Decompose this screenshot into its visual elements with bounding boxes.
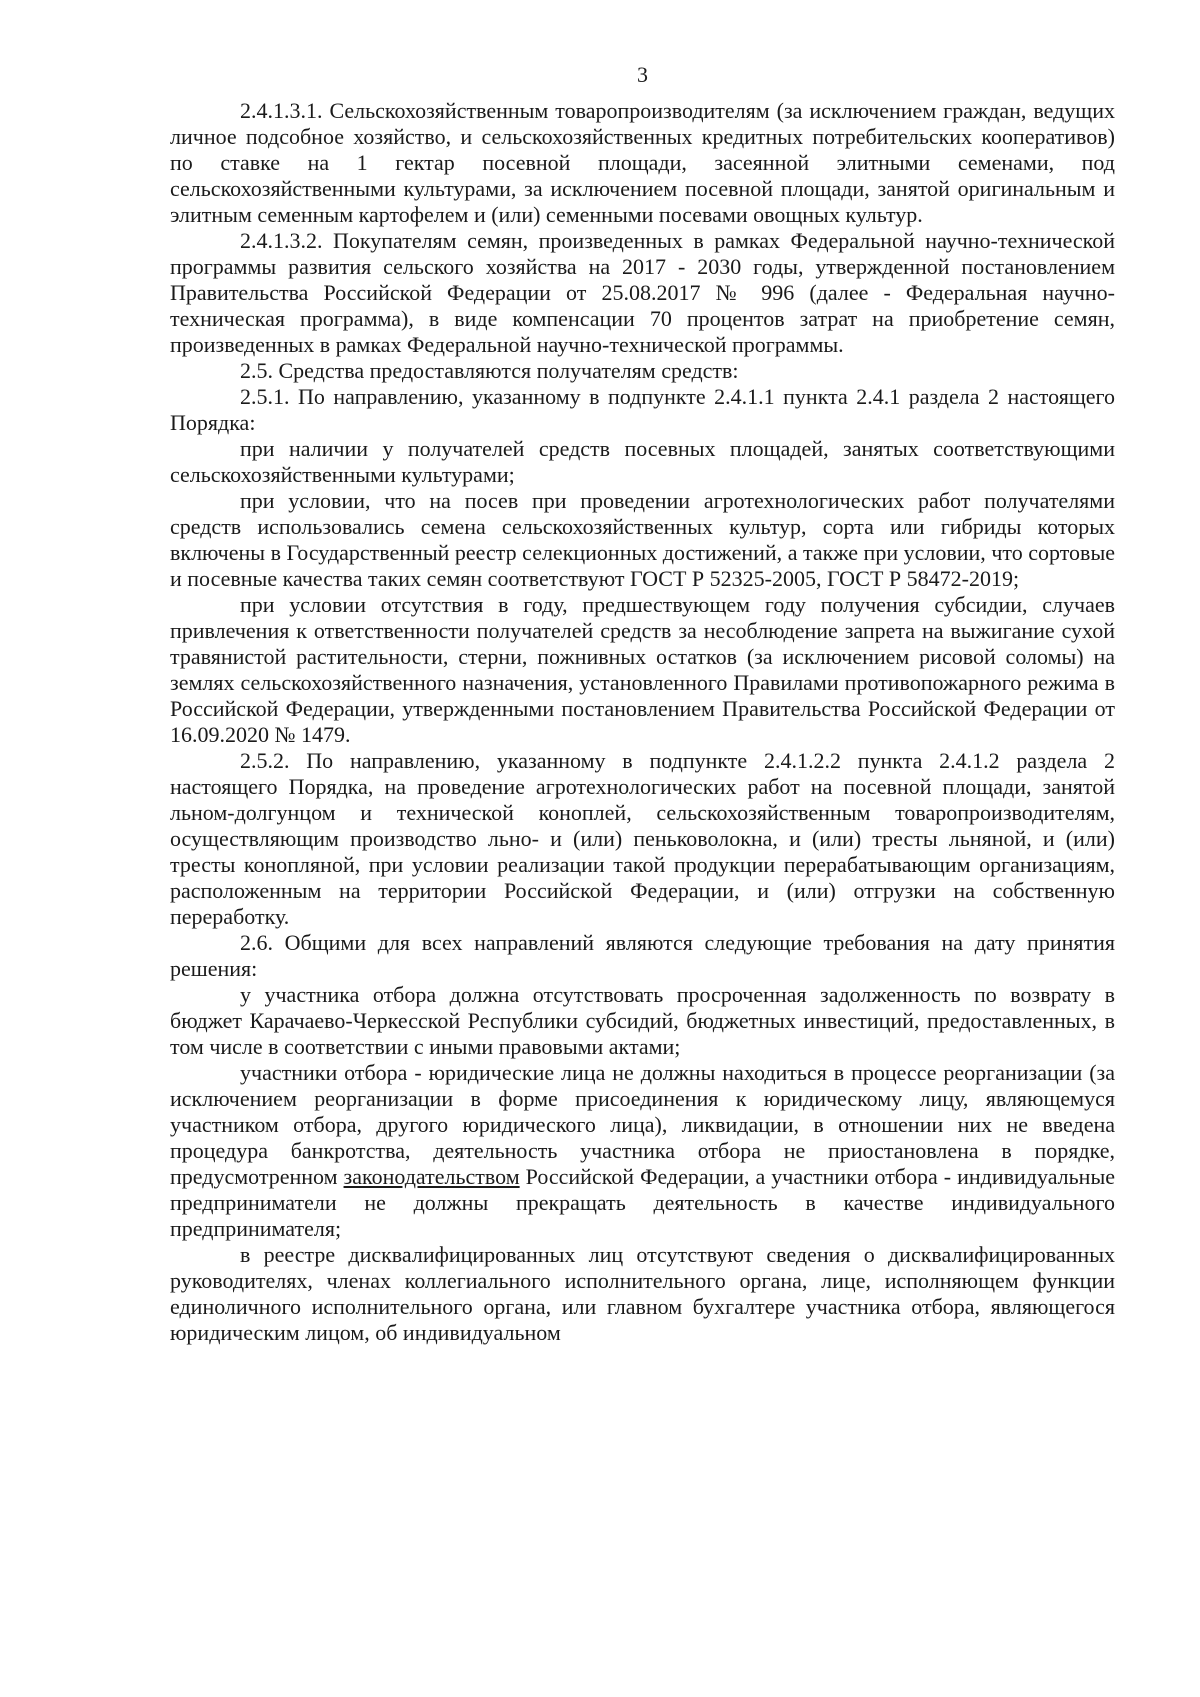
paragraph-2-4-1-3-1: 2.4.1.3.1. Сельскохозяйственным товаропроизводителям (за исключением граждан, ведущих личное подсобное хозяйство, и сельскохозяйственных кредитных потребительских кооперативов) по ставке на 1 гектар посевной площади, засеянной элитными семенами, под сельскохозяйственными культурами, за исключением посевной площади, занятой оригинальным и элитным семенным картофелем и (или) семенными посевами овощных культур.: [170, 98, 1115, 227]
document-page: [170, 62, 1115, 1346]
paragraph-condition-seeds: при условии, что на посев при проведении агротехнологических работ получателями средств использовались семена сельскохозяйственных культур, сорта или гибриды которых включены в Государственный реестр селекционных достижений, а также при условии, что сортовые и посевные качества таких семян соответствуют ГОСТ Р 52325-2005, ГОСТ Р 58472-2019;: [170, 488, 1115, 591]
paragraph-disqualified-registry: в реестре дисквалифицированных лиц отсутствуют сведения о дисквалифицированных руководителях, членах коллегиального исполнительного органа, лице, исполняющем функции единоличного исполнительного органа, или главном бухгалтере участника отбора, являющегося юридическим лицом, об индивидуальном: [170, 1242, 1115, 1345]
paragraph-2-5: 2.5. Средства предоставляются получателям средств:: [240, 358, 739, 383]
paragraph-reorganization: [170, 1060, 1115, 1242]
paragraph-2-5-1: 2.5.1. По направлению, указанному в подпункте 2.4.1.1 пункта 2.4.1 раздела 2 настоящего Порядка:: [170, 384, 1115, 435]
page-number: 3: [637, 62, 648, 87]
legislation-link[interactable]: законодательством: [343, 1164, 520, 1189]
reorganization-text-before: участники отбора - юридические лица не должны находиться в процессе реорганизации (за исключением реорганизации в форме присоединения к юридическому лицу, являющемуся участником отбора, другого юридического лица), ликвидации, в отношении них не введена процедура банкротства, деятельность участника отбора не приостановлена в порядке, предусмотренном: [170, 1060, 1115, 1189]
paragraph-2-6: 2.6. Общими для всех направлений являются следующие требования на дату принятия решения:: [170, 930, 1115, 981]
reorganization-text-after: Российской Федерации, а участники отбора - индивидуальные предприниматели не должны прекращать деятельность в качестве индивидуального предпринимателя;: [170, 1164, 1115, 1241]
paragraph-condition-burning: при условии отсутствия в году, предшествующем году получения субсидии, случаев привлечения к ответственности получателей средств за несоблюдение запрета на выжигание сухой травянистой растительности, стерни, пожнивных остатков (за исключением рисовой соломы) на землях сельскохозяйственного назначения, установленного Правилами противопожарного режима в Российской Федерации, утвержденными постановлением Правительства Российской Федерации от 16.09.2020 № 1479.: [170, 592, 1115, 747]
paragraph-2-5-2: 2.5.2. По направлению, указанному в подпункте 2.4.1.2.2 пункта 2.4.1.2 раздела 2 настоящего Порядка, на проведение агротехнологических работ на посевной площади, занятой льном-долгунцом и технической коноплей, сельскохозяйственным товаропроизводителям, осуществляющим производство льно- и (или) пеньковолокна, и (или) тресты льняной, и (или) тресты конопляной, при условии реализации такой продукции перерабатывающим организациям, расположенным на территории Российской Федерации, и (или) отгрузки на собственную переработку.: [170, 748, 1115, 929]
paragraph-2-4-1-3-2: 2.4.1.3.2. Покупателям семян, произведенных в рамках Федеральной научно-технической программы развития сельского хозяйства на 2017 - 2030 годы, утвержденной постановлением Правительства Российской Федерации от 25.08.2017 № 996 (далее - Федеральная научно-техническая программа), в виде компенсации 70 процентов затрат на приобретение семян, произведенных в рамках Федеральной научно-технической программы.: [170, 228, 1115, 357]
paragraph-no-debt: у участника отбора должна отсутствовать просроченная задолженность по возврату в бюджет Карачаево-Черкесской Республики субсидий, бюджетных инвестиций, предоставленных, в том числе в соответствии с иными правовыми актами;: [170, 982, 1115, 1059]
paragraph-condition-areas: при наличии у получателей средств посевных площадей, занятых соответствующими сельскохозяйственными культурами;: [170, 436, 1115, 487]
